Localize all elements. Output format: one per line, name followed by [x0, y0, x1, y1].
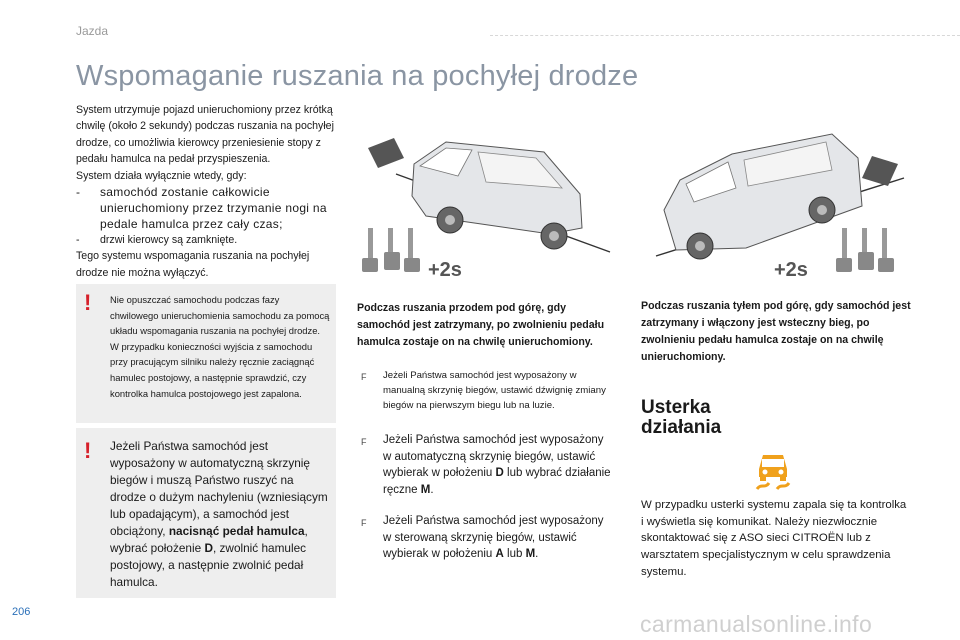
figure-caption: Podczas ruszania przodem pod górę, gdy samochód jest zatrzymany, po zwolnieniu pedału hamulca zostaje on na chwilę unieruchomiony.: [357, 302, 605, 348]
note-text-run: .: [430, 483, 434, 496]
delay-badge: +2s: [428, 259, 462, 281]
note-text-run: .: [535, 548, 539, 561]
note-text-run: lub: [503, 548, 526, 561]
warning-text-run: , zwolnić hamulec postojowy, a następnie zwolnić pedał hamulca.: [110, 541, 307, 589]
fault-description: W przypadku usterki systemu zapala się ta kontrolka i wyświetla się komunikat. Należy niezwłocznie skontaktować się z ASO sieci CITROËN lub z warsztatem specjalistycznym w celu sprawdzenia systemu.: [641, 499, 907, 578]
intro-note: Tego systemu wspomagania ruszania na pochyłej drodze nie można wyłączyć.: [76, 250, 310, 279]
warning-box: [76, 284, 336, 423]
watermark: carmanualsonline.info: [640, 611, 873, 637]
fault-heading: [641, 398, 721, 438]
intro-text: [76, 102, 338, 281]
skid-warning-icon: [751, 447, 795, 491]
uphill-reverse-illustration: [636, 124, 906, 288]
note-text-run: Jeżeli Państwa samochód jest wyposażony w sterowaną skrzynię biegów, ustawić wybierak w położeniu: [383, 515, 604, 561]
fault-heading-line: działania: [641, 417, 722, 438]
exclamation-icon: !: [84, 290, 92, 315]
figure-caption: Podczas ruszania tyłem pod górę, gdy samochód jest zatrzymany i włączony jest wsteczny bieg, po zwolnieniu pedału hamulca zostaje on na chwilę unieruchomiony.: [641, 300, 911, 363]
condition-item: [76, 232, 338, 248]
uphill-reverse-drawing: [636, 124, 906, 288]
intro-paragraph: System utrzymuje pojazd unieruchomiony przez krótką chwilę (około 2 sekundy) podczas ruszania na pochyłej drodze, co umożliwia kierowcy przeniesienie stopy z pedału hamulca na pedał przyspieszenia.: [76, 104, 334, 166]
note-text-run: Jeżeli Państwa samochód jest wyposażony w automatyczną skrzynię biegów, ustawić wybierak w położeniu: [383, 434, 604, 480]
delay-badge: +2s: [774, 259, 808, 281]
condition-item: [76, 184, 338, 232]
uphill-forward-drawing: [354, 124, 614, 288]
uphill-forward-illustration: [354, 124, 614, 288]
fault-heading-line: Usterka: [641, 397, 711, 418]
warning-bold-run: D: [204, 541, 213, 555]
pedal-icon: [362, 228, 420, 272]
dash-marker: -: [76, 185, 81, 200]
pedal-icon: [836, 228, 894, 272]
warning-bold-run: nacisnąć pedał hamulca: [168, 524, 305, 538]
dash-marker: -: [76, 234, 80, 247]
warning-paragraph: Nie opuszczać samochodu podczas fazy chwilowego unieruchomienia samochodu za pomocą układu wspomagania ruszania na pochyłej drodze.: [110, 294, 330, 337]
note-bold-run: M: [525, 548, 536, 561]
note-text: [383, 513, 613, 563]
page-number: 206: [12, 606, 31, 618]
warning-text: [110, 292, 330, 401]
header-rule: [490, 35, 960, 36]
page-title: Wspomaganie ruszania na pochyłej drodze: [76, 60, 639, 92]
direction-arrow-icon: [368, 138, 404, 168]
bullet-marker: F: [361, 372, 367, 382]
gearbox-note: [361, 368, 613, 413]
warning-text-run: , wybrać położenie: [110, 524, 308, 555]
section-label: Jazda: [76, 24, 109, 38]
condition-text: drzwi kierowcy są zamknięte.: [100, 234, 238, 247]
note-text-run: lub wybrać działanie ręczne: [383, 467, 611, 496]
exclamation-icon: !: [84, 438, 92, 463]
note-text: Jeżeli Państwa samochód jest wyposażony w manualną skrzynię biegów, ustawić dźwignię zmiany biegów na pierwszym biegu lub na luzie.: [383, 370, 606, 411]
bullet-marker: F: [361, 437, 367, 447]
bullet-marker: F: [361, 518, 367, 528]
note-bold-run: D: [495, 467, 504, 480]
gearbox-note: [361, 513, 613, 563]
warning-paragraph: W przypadku konieczności wyjścia z samochodu przy pracującym silniku należy ręcznie zaciągnąć hamulec postojowy, a następnie sprawdzić, czy kontrolka hamulca postojowego jest zapalona.: [110, 340, 315, 399]
condition-text: samochód zostanie całkowicie unieruchomiony przez trzymanie nogi na pedale hamulca przez cały czas;: [100, 185, 327, 232]
van-icon: [664, 134, 862, 259]
note-bold-run: M: [420, 483, 431, 496]
gearbox-note: [361, 432, 613, 498]
warning-box: [76, 428, 336, 598]
van-icon: [412, 142, 582, 249]
note-text: [383, 432, 613, 498]
warning-text-run: Jeżeli Państwa samochód jest wyposażony w automatyczną skrzynię biegów i muszą Państwo ruszyć na drodze o dużym nachyleniu (wzniesiącym lub opadającym), a samochód jest obciążony,: [110, 439, 328, 538]
intro-condition-lead: System działa wyłącznie wtedy, gdy:: [76, 169, 247, 182]
warning-text: [110, 438, 328, 591]
note-bold-run: A: [495, 548, 504, 561]
